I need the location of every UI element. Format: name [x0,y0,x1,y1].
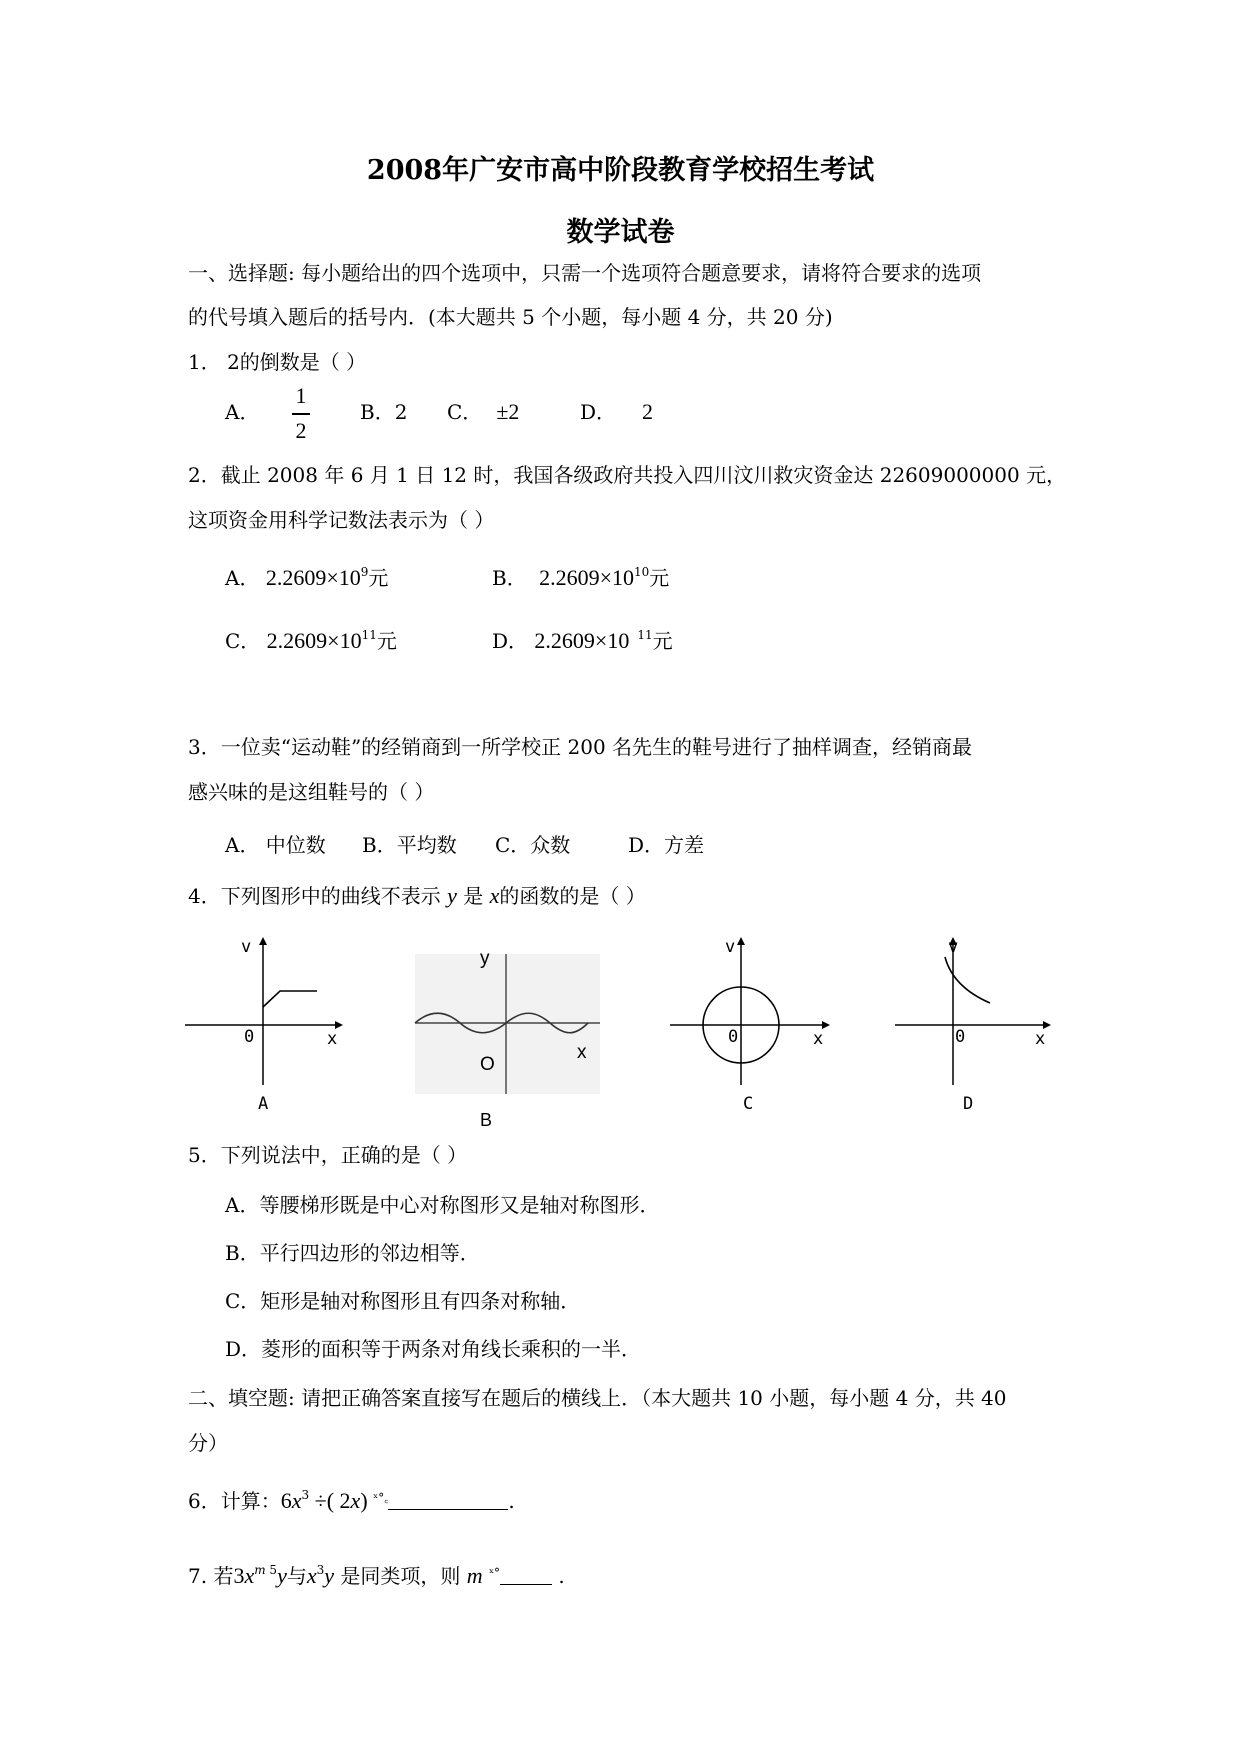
q4-stem-post: 的函数的是（ ） [499,884,646,908]
q7-end: . [552,1564,565,1588]
q1-option-c-value: ±2 [496,399,520,424]
q1-option-c-label: C． [447,400,483,424]
q4-graph-b-y-label: y [480,948,490,969]
q7-exp3: 3 [316,1563,325,1577]
q2-option-a-base: 2.2609×10 [265,565,361,590]
q3-option-c: C．众数 [495,833,571,857]
q7-answer-blank [500,1566,552,1585]
q1-option-a-fraction-bar [292,413,310,415]
q1-option-a-label: A． [225,400,260,424]
q6-expr-x: x [291,1488,302,1513]
q3-line1: 3．一位卖“运动鞋”的经销商到一所学校正 200 名先生的鞋号进行了抽样调查，经销商最 [188,735,973,759]
exam-title: 2008年广安市高中阶段教育学校招生考试 [366,155,875,186]
q7-five-exponent: 5 [265,1563,278,1577]
q7-line [188,1560,565,1589]
q7-x1: x [244,1563,255,1588]
q1-option-d-label: D． [580,400,617,424]
q2-line1: 2．截止 2008 年 6 月 1 日 12 时，我国各级政府共投入四川汶川救灾资金达 22609000000 元， [188,463,1067,487]
q1-option-b: B．2 [360,400,408,424]
q4-graph-c-caption: C [743,1094,754,1114]
q4-graph-d-caption: D [963,1094,974,1114]
q4-graph-c-origin-label: 0 [728,1027,739,1047]
q3-option-d: D．方差 [628,833,705,857]
q4-stem [188,883,646,909]
q1-stem: 1． 2的倒数是（ ） [188,350,367,374]
q2-option-a [225,565,388,591]
q5-option-a: A．等腰梯形既是中心对称图形又是轴对称图形． [225,1193,660,1217]
q2-option-a-unit: 元 [368,566,389,590]
q2-option-c-exponent: 11 [361,628,377,642]
q6-eq-mark: ˣ°꜀ [373,1491,389,1505]
section2-intro-line1: 二、填空题: 请把正确答案直接写在题后的横线上．（本大题共 10 小题，每小题 4 分，共 40 [188,1386,1007,1410]
q5-stem: 5．下列说法中，正确的是（ ） [188,1143,468,1167]
q7-eq-mark: ˣ° [488,1566,501,1580]
q6-answer-blank [388,1491,508,1510]
q7-m: m [466,1563,483,1588]
q5-option-d: D．菱形的面积等于两条对角线长乘积的一半． [225,1337,642,1361]
q4-stem-pre: 4．下列图形中的曲线不表示 [188,884,441,908]
q2-option-c-base: 2.2609×10 [266,628,362,653]
q6-expr-exponent: 3 [301,1488,310,1502]
q4-graph-a-origin-label: 0 [244,1027,255,1047]
q1-option-a-denominator: 2 [295,418,307,443]
q4-graph-d [895,935,1060,1085]
q7-m-exponent: m [254,1563,266,1577]
q7-y1: y [277,1563,287,1588]
q4-graph-c [670,935,840,1085]
q1-option-c [447,399,519,425]
q7-coef: 3 [233,1563,245,1588]
q5-option-b: B．平行四边形的邻边相等． [225,1241,480,1265]
q2-option-d-base: 2.2609×10 [534,628,630,653]
q4-graph-a-x-label: x [327,1029,338,1049]
q4-graph-a-y-label: v [241,937,252,957]
q7-x2: x [306,1563,317,1588]
q4-graph-b-x-label: x [577,1042,587,1063]
q2-option-b-unit: 元 [649,566,670,590]
q2-option-b-label: B． [492,566,527,590]
q2-option-b [492,565,669,591]
q2-option-d-unit: 元 [652,629,673,653]
q2-option-c [225,628,397,654]
q6-expr-coef: 6 [280,1488,292,1513]
q4-graph-b-caption: B [480,1110,493,1130]
q4-var-x: x [489,883,500,908]
q7-y2: y [324,1563,334,1588]
q4-graph-d-y-label: v [948,937,959,957]
q2-option-a-label: A． [225,566,260,590]
q2-option-a-exponent: 9 [360,565,369,579]
q1-option-d [580,399,653,425]
q3-option-b: B．平均数 [362,833,457,857]
q2-option-d-exponent: 11 [637,628,653,642]
q6-expr-x2: x [350,1488,361,1513]
q6-expr-close: ) [360,1488,374,1513]
section2-intro-line2: 分） [188,1431,228,1455]
q2-option-b-base: 2.2609×10 [539,565,634,590]
q2-option-c-unit: 元 [376,629,397,653]
q4-graph-d-x-label: x [1035,1029,1046,1049]
q7-label: 7. 若 [188,1564,234,1588]
q4-graph-c-y-label: v [725,937,736,957]
q4-graph-a [185,935,350,1085]
q5-option-c: C．矩形是轴对称图形且有四条对称轴． [225,1289,581,1313]
q6-expr-divisor: ÷( 2 [309,1488,351,1513]
q3-option-a: A． 中位数 [225,833,326,857]
section1-intro-line1: 一、选择题: 每小题给出的四个选项中，只需一个选项符合题意要求，请将符合要求的选项 [188,261,982,285]
q3-line2: 感兴味的是这组鞋号的（ ） [188,780,435,804]
q7-post: 是同类项，则 [340,1564,461,1588]
q2-line2: 这项资金用科学记数法表示为（ ） [188,508,495,532]
q4-graph-b [410,950,610,1098]
q4-graph-d-origin-label: 0 [955,1027,966,1047]
q1-option-a-numerator: 1 [295,383,307,408]
q6-end: . [508,1489,515,1513]
q4-graph-b-origin-label: O [480,1054,495,1075]
q4-graph-a-caption: A [258,1094,269,1114]
q4-var-y: y [447,883,457,908]
q4-stem-mid: 是 [463,884,484,908]
q7-yu: 与 [286,1564,307,1588]
q2-option-b-exponent: 10 [633,565,650,579]
q4-graph-c-x-label: x [813,1029,824,1049]
exam-subtitle: 数学试卷 [566,217,675,248]
q2-option-d-label: D． [492,629,529,653]
q2-option-d [492,628,673,654]
q2-option-c-label: C． [225,629,261,653]
q6-line [188,1485,515,1514]
section1-intro-line2: 的代号填入题后的括号内．(本大题共 5 个小题，每小题 4 分，共 20 分) [188,305,833,329]
q6-label: 6．计算： [188,1489,281,1513]
q1-option-d-value: 2 [642,399,654,424]
